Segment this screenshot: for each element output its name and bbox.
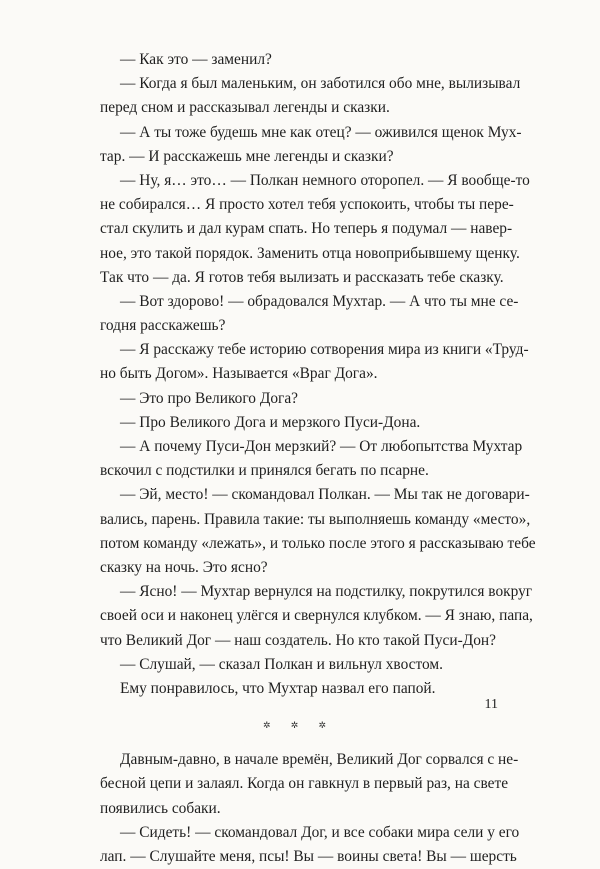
page-number: 11 bbox=[484, 697, 498, 712]
text-line: лап. — Слушайте меня, псы! Вы — воины света! Вы — шерсть bbox=[100, 848, 517, 865]
text-line: вскочил с подстилки и принялся бегать по псарне. bbox=[100, 462, 429, 480]
text-line: — Ну, я… это… — Полкан немного оторопел. — Я вообще-то bbox=[120, 171, 530, 189]
text-line: но быть Догом». Называется «Враг Дога». bbox=[100, 365, 378, 383]
text-line: появились собаки. bbox=[100, 799, 221, 817]
text-line: Так что — да. Я готов тебя вылизать и рассказать тебе сказку. bbox=[100, 268, 504, 286]
text-line: что Великий Дог — наш создатель. Но кто такой Пуси-Дон? bbox=[100, 631, 496, 649]
text-line: — Про Великого Дога и мерзкого Пуси-Дона. bbox=[120, 413, 421, 431]
text-line: — Ясно! — Мухтар вернулся на подстилку, покрутился вокруг bbox=[120, 583, 533, 601]
text-line: не собирался… Я просто хотел тебя успокоить, чтобы ты пере- bbox=[100, 196, 514, 214]
section-separator: ✲ ✲ ✲ bbox=[262, 720, 336, 731]
text-line: стал скулить и дал курам спать. Но теперь я подумал — навер- bbox=[100, 220, 513, 238]
text-line: ное, это такой порядок. Заменить отца новоприбывшему щенку. bbox=[100, 244, 520, 262]
text-line: — Слушай, — сказал Полкан и вильнул хвостом. bbox=[120, 655, 444, 673]
text-line: бесной цепи и залаял. Когда он гавкнул в первый раз, на свете bbox=[100, 775, 509, 793]
text-line: перед сном и рассказывал легенды и сказки. bbox=[100, 99, 390, 117]
text-line: тар. — И расскажешь мне легенды и сказки? bbox=[100, 147, 394, 165]
text-line: своей оси и наконец улёгся и свернулся клубком. — Я знаю, папа, bbox=[100, 607, 533, 625]
text-line: годня расскажешь? bbox=[100, 317, 226, 335]
text-line: — А ты тоже будешь мне как отец? — оживился щенок Мух- bbox=[120, 123, 522, 141]
text-line: вались, парень. Правила такие: ты выполняешь команду «место», bbox=[100, 510, 531, 528]
text-line: — Я расскажу тебе историю сотворения мира из книги «Труд- bbox=[120, 341, 529, 359]
text-block-dialogue bbox=[100, 48, 536, 701]
text-line: — Эй, место! — скомандовал Полкан. — Мы так не договари- bbox=[120, 486, 530, 504]
text-line: — Как это — заменил? bbox=[120, 51, 272, 68]
text-line: — Сидеть! — скомандовал Дог, и все собаки мира сели у его bbox=[120, 823, 520, 841]
text-line: Давным-давно, в начале времён, Великий Дог сорвался с не- bbox=[120, 751, 519, 769]
text-line: — А почему Пуси-Дон мерзкий? — От любопытства Мухтар bbox=[120, 438, 523, 455]
text-line: — Когда я был маленьким, он заботился обо мне, вылизывал bbox=[120, 75, 521, 93]
text-line: Ему понравилось, что Мухтар назвал его папой. bbox=[120, 679, 436, 697]
text-line: — Вот здорово! — обрадовался Мухтар. — А что ты мне се- bbox=[120, 292, 519, 310]
text-line: сказку на ночь. Это ясно? bbox=[100, 558, 268, 576]
text-line: — Это про Великого Дога? bbox=[120, 389, 298, 407]
text-block-story bbox=[100, 748, 520, 869]
page-body bbox=[100, 48, 536, 869]
text-line: потом команду «лежать», и только после этого я рассказываю тебе bbox=[100, 534, 536, 552]
